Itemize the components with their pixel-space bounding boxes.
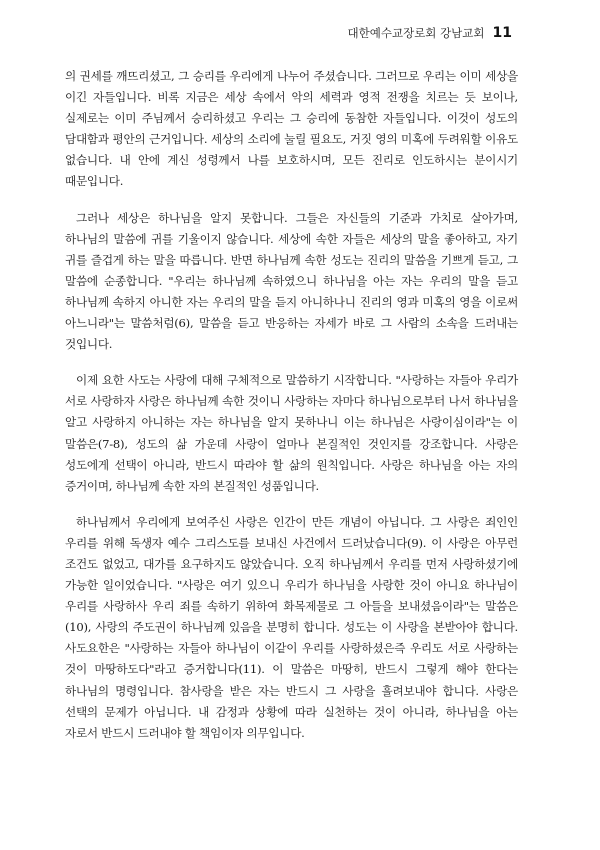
paragraph-4: 하나님께서 우리에게 보여주신 사랑은 인간이 만든 개념이 아닙니다. 그 사랑은 죄인인 우리를 위해 독생자 예수 그리스도를 보내신 사건에서 드러났습니다(9). 이 사랑은 아무런 조건도 없었고, 대가를 요구하지도 않았습니다. 오직 하나님께서 우리를 먼저 사랑하셨기에 가능한 일이었습니다. "사랑은 여기 있으니 우리가 하나님을 사랑한 것이 아니요 하나님이 우리를 사랑하사 우리 죄를 속하기 위하여 화목제물로 그 아들을 보내셨음이라"는 말씀은(10), 사랑의 주도권이 하나님께 있음을 분명히 합니다. 성도는 이 사랑을 본받아야 합니다. 사도요한은 "사랑하는 자들아 하나님이 이같이 우리를 사랑하셨은즉 우리도 서로 사랑하는 것이 마땅하도다"라고 증거합니다(11). 이 말씀은 마땅히, 반드시 그렇게 해야 한다는 하나님의 명령입니다. 참사랑을 받은 자는 반드시 그 사랑을 흘려보내야 합니다. 사랑은 선택의 문제가 아닙니다. 내 감정과 상황에 따라 실천하는 것이 아니라, 하나님을 아는 자로서 반드시 드러내야 할 책임이자 의무입니다. <box>65 514 518 740</box>
running-header <box>348 25 512 41</box>
page-number: 11 <box>492 25 512 41</box>
paragraph-1: 의 권세를 깨뜨리셨고, 그 승리를 우리에게 나누어 주셨습니다. 그러므로 우리는 이미 세상을 이긴 자들입니다. 비록 지금은 세상 속에서 악의 세력과 영적 전쟁을 치르는 듯 보이나, 실제로는 이미 주님께서 승리하셨고 우리는 그 승리에 동참한 자들입니다. 이것이 성도의 담대함과 평안의 근거입니다. 세상의 소리에 눌릴 필요도, 거짓 영의 미혹에 두려워할 이유도 없습니다. 내 안에 계신 성령께서 나를 보호하시며, 모든 진리로 인도하시는 분이시기 때문입니다. <box>65 69 518 189</box>
church-name: 대한예수교장로회 강남교회 <box>347 26 485 40</box>
paragraph-3: 이제 요한 사도는 사랑에 대해 구체적으로 말씀하기 시작합니다. "사랑하는 자들아 우리가 서로 사랑하자 사랑은 하나님께 속한 것이니 사랑하는 자마다 하나님으로부터 나서 하나님을 알고 사랑하지 아니하는 자는 하나님을 알지 못하나니 이는 하나님은 사랑이심이라"는 이 말씀은(7-8), 성도의 삶 가운데 사랑이 얼마나 본질적인 것인지를 강조합니다. 사랑은 성도에게 선택이 아니라, 반드시 따라야 할 삶의 원칙입니다. 사랑은 하나님을 아는 자의 증거이며, 하나님께 속한 자의 본질적인 성품입니다. <box>65 373 518 493</box>
paragraph-2: 그러나 세상은 하나님을 알지 못합니다. 그들은 자신들의 기준과 가치로 살아가며, 하나님의 말씀에 귀를 기울이지 않습니다. 세상에 속한 자들은 세상의 말을 좋아하고, 자기 귀를 즐겁게 하는 말을 따릅니다. 반면 하나님께 속한 성도는 진리의 말씀을 기쁘게 듣고, 그 말씀에 순종합니다. "우리는 하나님께 속하였으니 하나님을 아는 자는 우리의 말을 듣고 하나님께 속하지 아니한 자는 우리의 말을 듣지 아니하나니 진리의 영과 미혹의 영을 이로써 아느니라"는 말씀처럼(6), 말씀을 듣고 반응하는 자세가 바로 그 사람의 소속을 드러내는 것입니다. <box>65 210 518 352</box>
body-text <box>65 66 518 759</box>
